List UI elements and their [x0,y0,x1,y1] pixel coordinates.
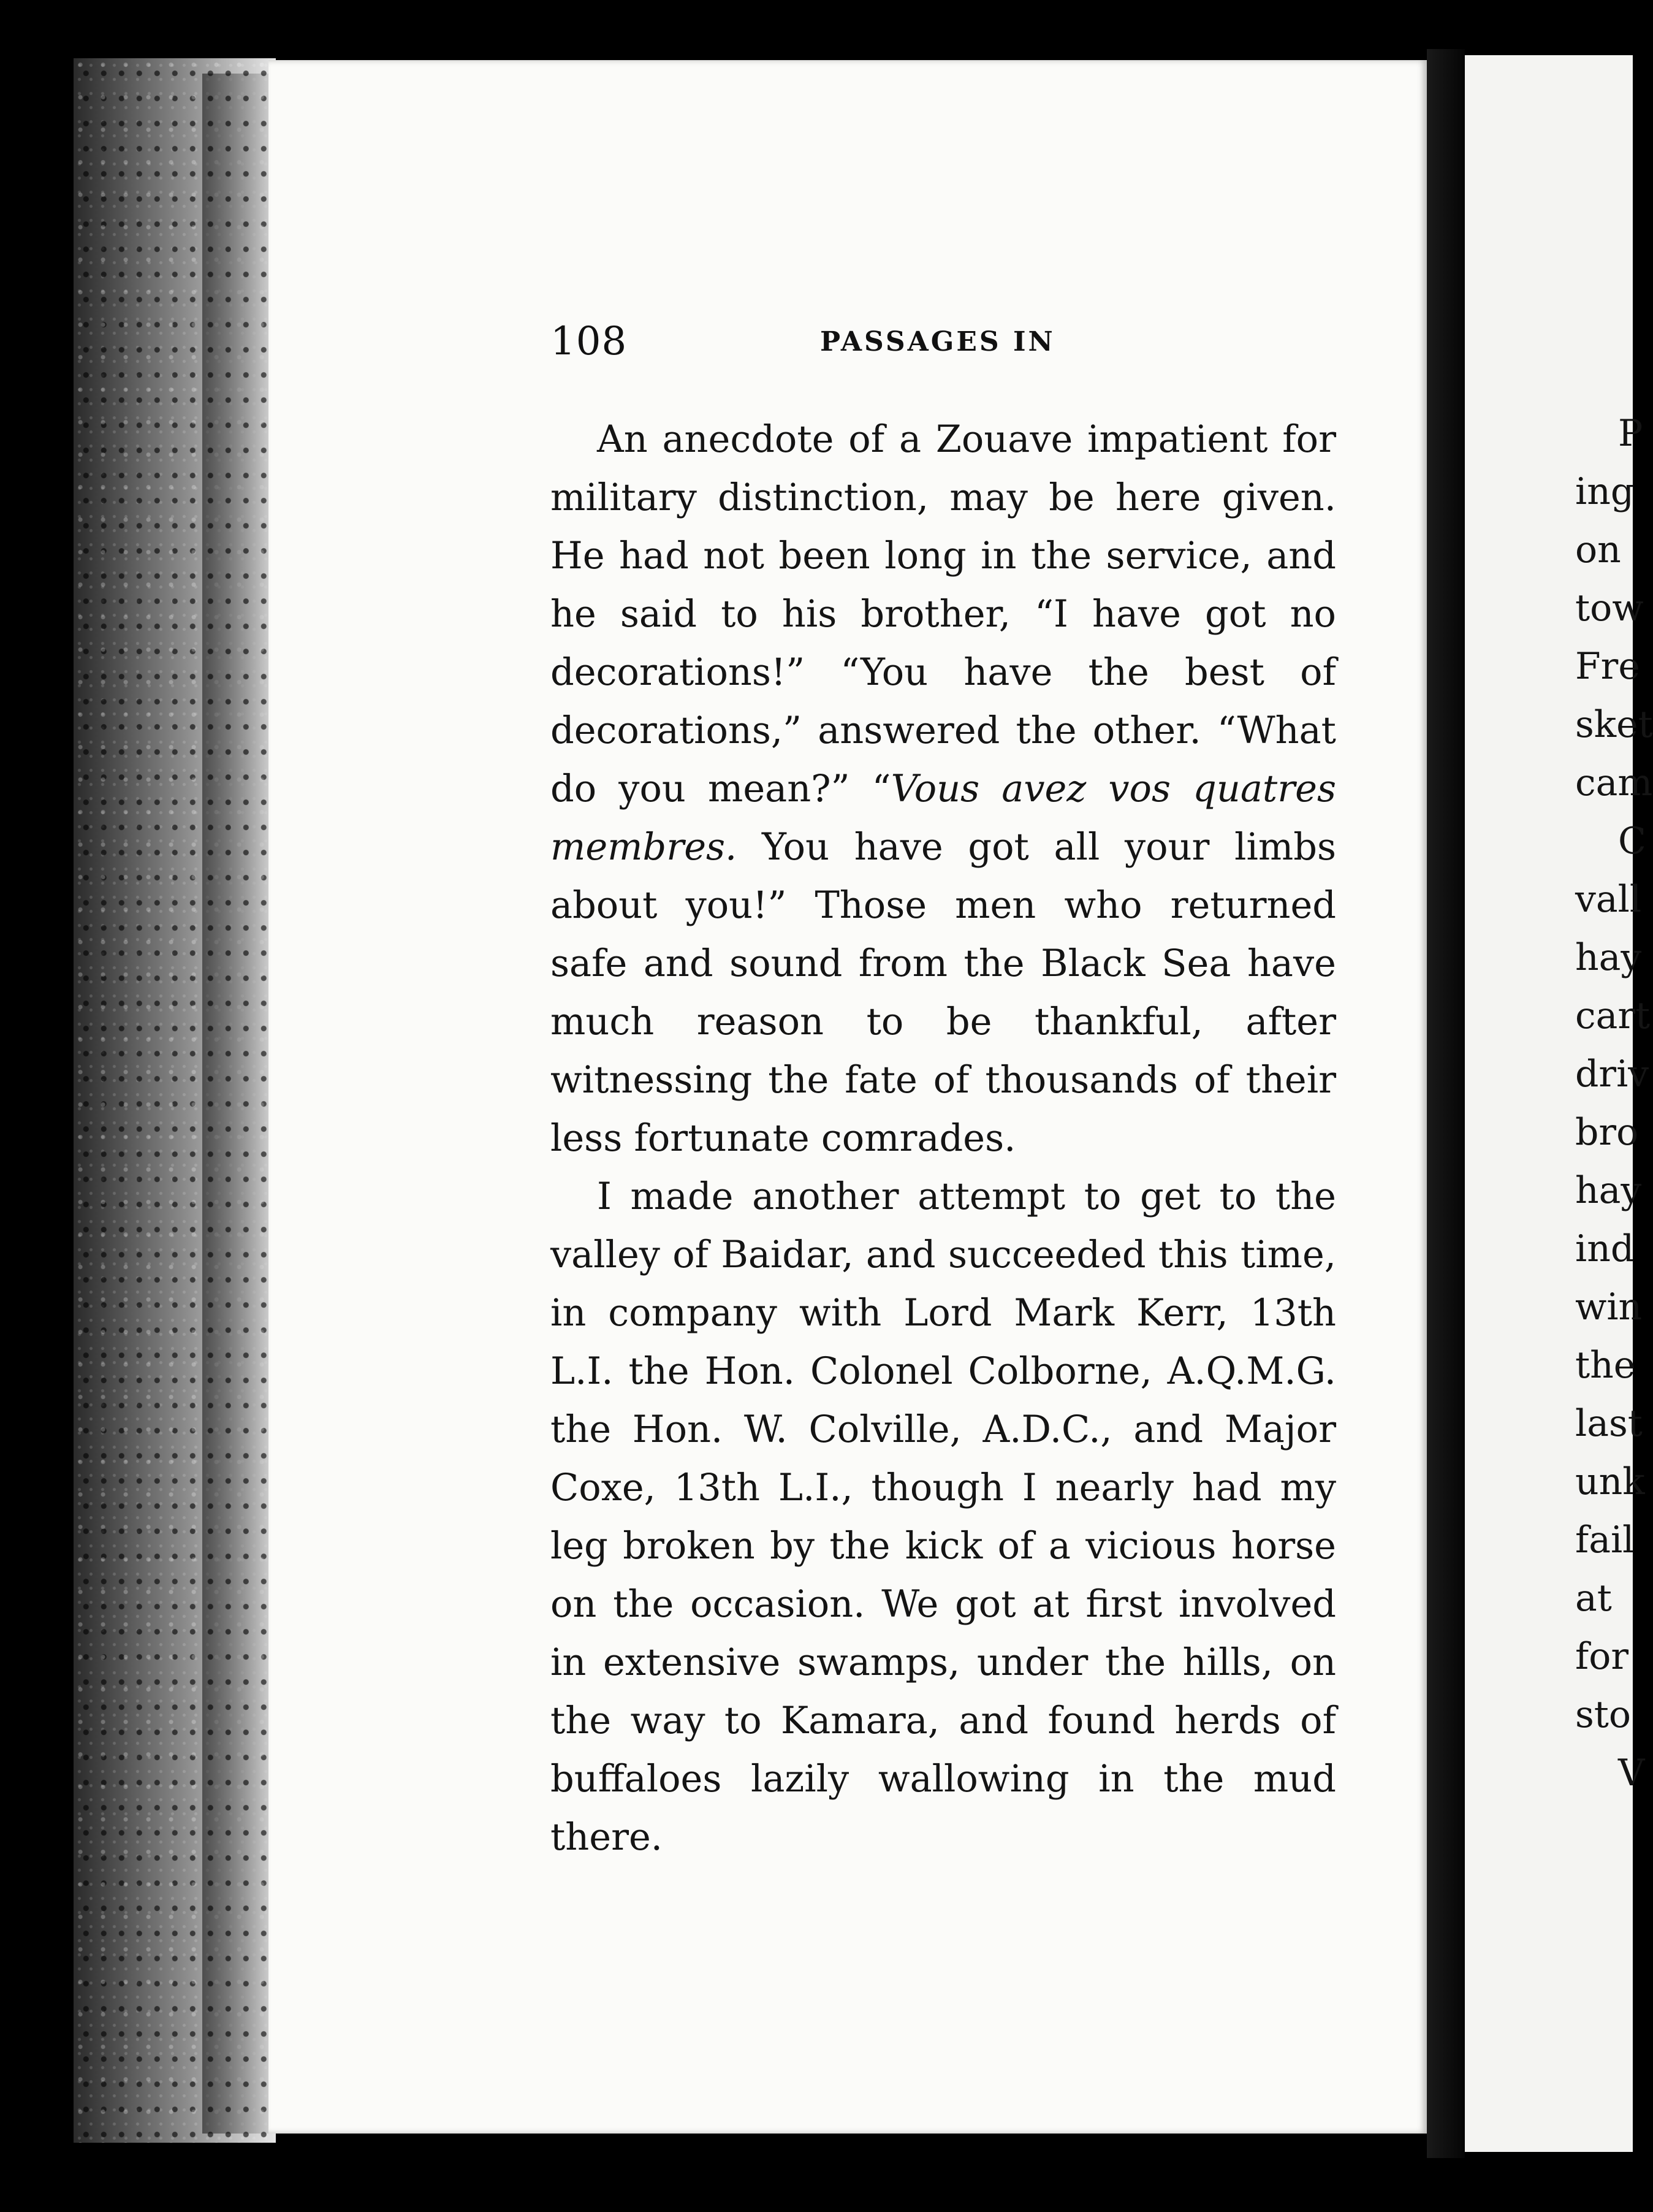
facing-line: driv [1575,1053,1649,1096]
facing-line: on [1575,528,1621,571]
paragraph-segment: I made another attempt to get to the valley of Baidar, and succeeded this time, in company with Lord Mark Kerr, 13th L.I. the Hon. Colonel Colborne, A.Q.M.G. the Hon. W. Colville, A.D.C., and Major Coxe, 13th L.I., though I nearly had my leg broken by the kick of a vicious horse on the occasion. We got at first involved in extensive swamps, under the hills, on the way to Kamara, and found herds of buffaloes lazily wallowing in the mud there. [550,1175,1336,1859]
paragraph-zouave-anecdote [550,411,1336,1168]
facing-line: hay [1575,1169,1642,1212]
spine-gutter [1427,49,1465,2158]
french-quote: Vous avez vos quatres membres. [550,768,1336,869]
facing-line: hay [1575,936,1642,979]
facing-line: tow [1575,587,1644,630]
body-text [550,411,1336,1867]
running-head-title: PASSAGES IN [820,326,1055,357]
facing-line: Fre [1575,645,1640,688]
paragraph-segment: You have got all your limbs about you!” Those men who returned safe and sound from the Black Sea have much reason to be thankful, after witnessing the fate of thousands of their less fortunate comrades. [550,826,1336,1160]
gutter-shadow [202,74,276,2134]
facing-line: at [1575,1577,1612,1620]
facing-line: unk [1575,1460,1645,1503]
facing-line: V [1618,1752,1645,1794]
facing-line: sto [1575,1693,1632,1736]
paragraph-baidar-valley [550,1168,1336,1867]
facing-line: cam [1575,761,1653,804]
facing-line: fail [1575,1519,1635,1562]
facing-line: sket [1575,703,1653,746]
facing-line: win [1575,1286,1643,1329]
facing-line: bro [1575,1111,1639,1154]
facing-line: ind [1575,1227,1635,1270]
page-number: 108 [550,319,628,364]
facing-page-text [1575,405,1653,1802]
facing-line: for [1575,1635,1629,1678]
paragraph-segment: An anecdote of a Zouave impatient for military distinction, may be here given. He had not been long in the service, and he said to his brother, “I have got no decorations!” “You have the best of decorations,” answered the other. “What do you mean?” “ [550,418,1336,810]
facing-line: P [1618,412,1643,455]
facing-line: vall [1575,878,1642,921]
facing-line: last [1575,1402,1643,1445]
facing-line: C [1618,820,1646,863]
running-head [550,319,1335,374]
facing-line: the [1575,1344,1636,1387]
facing-line: ing [1575,470,1635,513]
facing-line: cart [1575,994,1651,1037]
